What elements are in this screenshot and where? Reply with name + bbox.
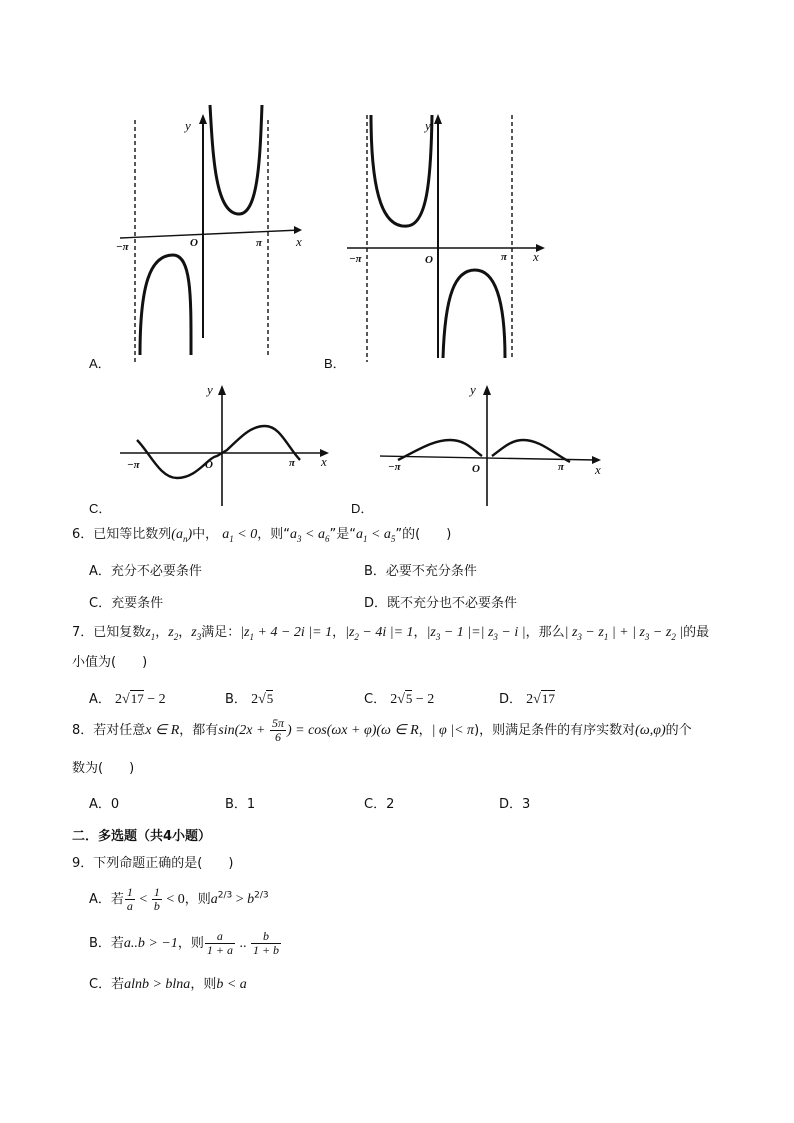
question-7-line2: 小值为( ) — [72, 655, 148, 670]
y-axis-arrow — [434, 114, 442, 124]
math-c3: $|z_3 - 1$ |=| $z_3 - i$ | — [426, 625, 526, 642]
math-cond: $a_1 < 0$ — [222, 527, 258, 544]
pi-label: π — [289, 457, 296, 469]
figure-a — [110, 100, 310, 362]
q-text: ， — [418, 723, 432, 738]
math-seq: $(a_n)$ — [171, 527, 193, 544]
curve-lower — [443, 270, 505, 358]
y-axis-arrow — [218, 385, 226, 395]
q9-option-a[interactable]: A．若 $\frac{1}{a}$ < $\frac{1}{b}$ < 0，则$a^{2/3} > b^{2/3}$ — [89, 885, 269, 913]
q-text: 满足： — [201, 625, 241, 640]
y-axis-arrow — [483, 385, 491, 395]
q-text: )，则满足条件的有序实数对 — [474, 723, 636, 738]
figure-b — [345, 100, 555, 362]
math-cos: ) = cos(ωx + φ)(ω ∈ R — [286, 723, 419, 738]
curve-upper — [210, 105, 262, 214]
q9-option-c[interactable]: C．若alnb > blna，则b < a — [89, 977, 247, 992]
pi-label: π — [501, 251, 508, 263]
origin-label: O — [472, 463, 480, 475]
curve-lower — [140, 255, 191, 355]
q8-option-d[interactable]: D．3 — [499, 797, 531, 812]
neg-pi-label: −π — [349, 253, 362, 265]
q-text: 的最 — [683, 625, 710, 640]
question-number: 6． — [72, 527, 94, 542]
math-c1: $|z_1 + 4 - 2i$ |= 1 — [240, 625, 333, 642]
math-p: $a_3 < a_6$ — [290, 527, 330, 544]
x-label: x — [533, 249, 539, 264]
figure-b-letter: B． — [324, 356, 346, 371]
math-z1: $z_1$ — [145, 625, 156, 642]
q6-option-a[interactable]: A．充分不必要条件 — [89, 564, 202, 579]
question-7: 7．已知复数$z_1$，$z_2$，$z_3$满足：$|z_1 + 4 - 2i$ |= 1，$|z_2 - 4i$ |= 1，$|z_3 - 1$ |=| $z_3 - i$ |，那么| $z_3 - z_1$ | + | $z_3 - z_2$ |的最 — [72, 625, 710, 642]
q-text: 已知等比数列 — [93, 527, 172, 542]
q-text: ，则“ — [257, 527, 290, 542]
neg-pi-label: −π — [116, 241, 129, 253]
y-label: y — [470, 382, 476, 397]
question-8 — [72, 716, 692, 746]
math-c2: $|z_2 - 4i$ |= 1 — [345, 625, 414, 642]
neg-pi-label: −π — [388, 461, 401, 473]
x-label: x — [296, 234, 302, 249]
q8-option-b[interactable]: B．1 — [225, 797, 256, 812]
x-axis-arrow — [294, 226, 302, 234]
q7-option-c[interactable]: C． 2√5 − 2 — [364, 691, 435, 707]
q-text: ，都有 — [179, 723, 219, 738]
question-9 — [72, 855, 233, 873]
x-label: x — [595, 462, 601, 477]
question-number: 8． — [72, 723, 94, 738]
question-6 — [72, 526, 451, 548]
q6-option-c[interactable]: C．充要条件 — [89, 596, 164, 611]
figure-d — [378, 378, 608, 508]
curve-upper — [371, 115, 432, 226]
origin-label: O — [205, 459, 213, 471]
question-number: 9． — [72, 856, 94, 871]
q7-option-a[interactable]: A． 2√17 − 2 — [89, 691, 166, 707]
q-text: 若对任意 — [93, 723, 146, 738]
math-z3: $z_3$ — [191, 625, 202, 642]
question-8-line2: 数为( ) — [72, 761, 135, 776]
q8-option-c[interactable]: C．2 — [364, 797, 395, 812]
q7-option-d[interactable]: D． 2√17 — [499, 691, 555, 707]
math-domain: x ∈ R — [145, 723, 180, 738]
neg-pi-label: −π — [127, 459, 140, 471]
q-text: ”是“ — [329, 527, 356, 542]
pi-label: π — [558, 461, 565, 473]
figure-a-letter: A． — [89, 356, 111, 371]
q-text: 已知复数 — [93, 625, 146, 640]
q6-option-d[interactable]: D．既不充分也不必要条件 — [364, 596, 518, 611]
math-pair: (ω,φ) — [635, 723, 666, 738]
question-number: 7． — [72, 625, 94, 640]
figure-c-letter: C． — [89, 501, 112, 516]
q-text: 的个 — [665, 723, 692, 738]
q-text: 中， — [192, 527, 219, 542]
q-text: 下列命题正确的是( ) — [93, 856, 234, 871]
origin-label: O — [190, 237, 198, 249]
y-label: y — [207, 382, 213, 397]
q-text: ，那么 — [525, 625, 565, 640]
y-label: y — [185, 118, 191, 133]
figure-c — [115, 378, 340, 508]
math-q: $a_1 < a_5$ — [355, 527, 396, 544]
x-axis — [120, 230, 300, 238]
q6-option-b[interactable]: B．必要不充分条件 — [364, 564, 477, 579]
y-axis-arrow — [199, 114, 207, 124]
q-text: ”的( ) — [395, 527, 452, 542]
math-sin: sin(2x + — [218, 723, 269, 738]
q8-option-a[interactable]: A．0 — [89, 797, 120, 812]
q7-option-b[interactable]: B． 2√5 — [225, 691, 274, 707]
math-phi: | φ |< π — [431, 723, 475, 738]
figure-d-letter: D． — [351, 501, 374, 516]
q9-option-b[interactable]: B．若a..b > −1，则 $\frac{a}{1 + a}$ .. $\frac{b}{1 + b}$ — [89, 929, 280, 957]
y-label: y — [425, 118, 431, 133]
section-heading: 二．多选题（共4小题） — [72, 829, 212, 844]
x-label: x — [321, 454, 327, 469]
math-expr: | $z_3 - z_1$ | + | $z_3 - z_2$ | — [564, 625, 684, 642]
origin-label: O — [425, 254, 433, 266]
math-z2: $z_2$ — [168, 625, 179, 642]
pi-label: π — [256, 237, 263, 249]
math-frac: $\frac{5\pi}{6}$ — [271, 716, 284, 744]
curve — [137, 426, 300, 478]
